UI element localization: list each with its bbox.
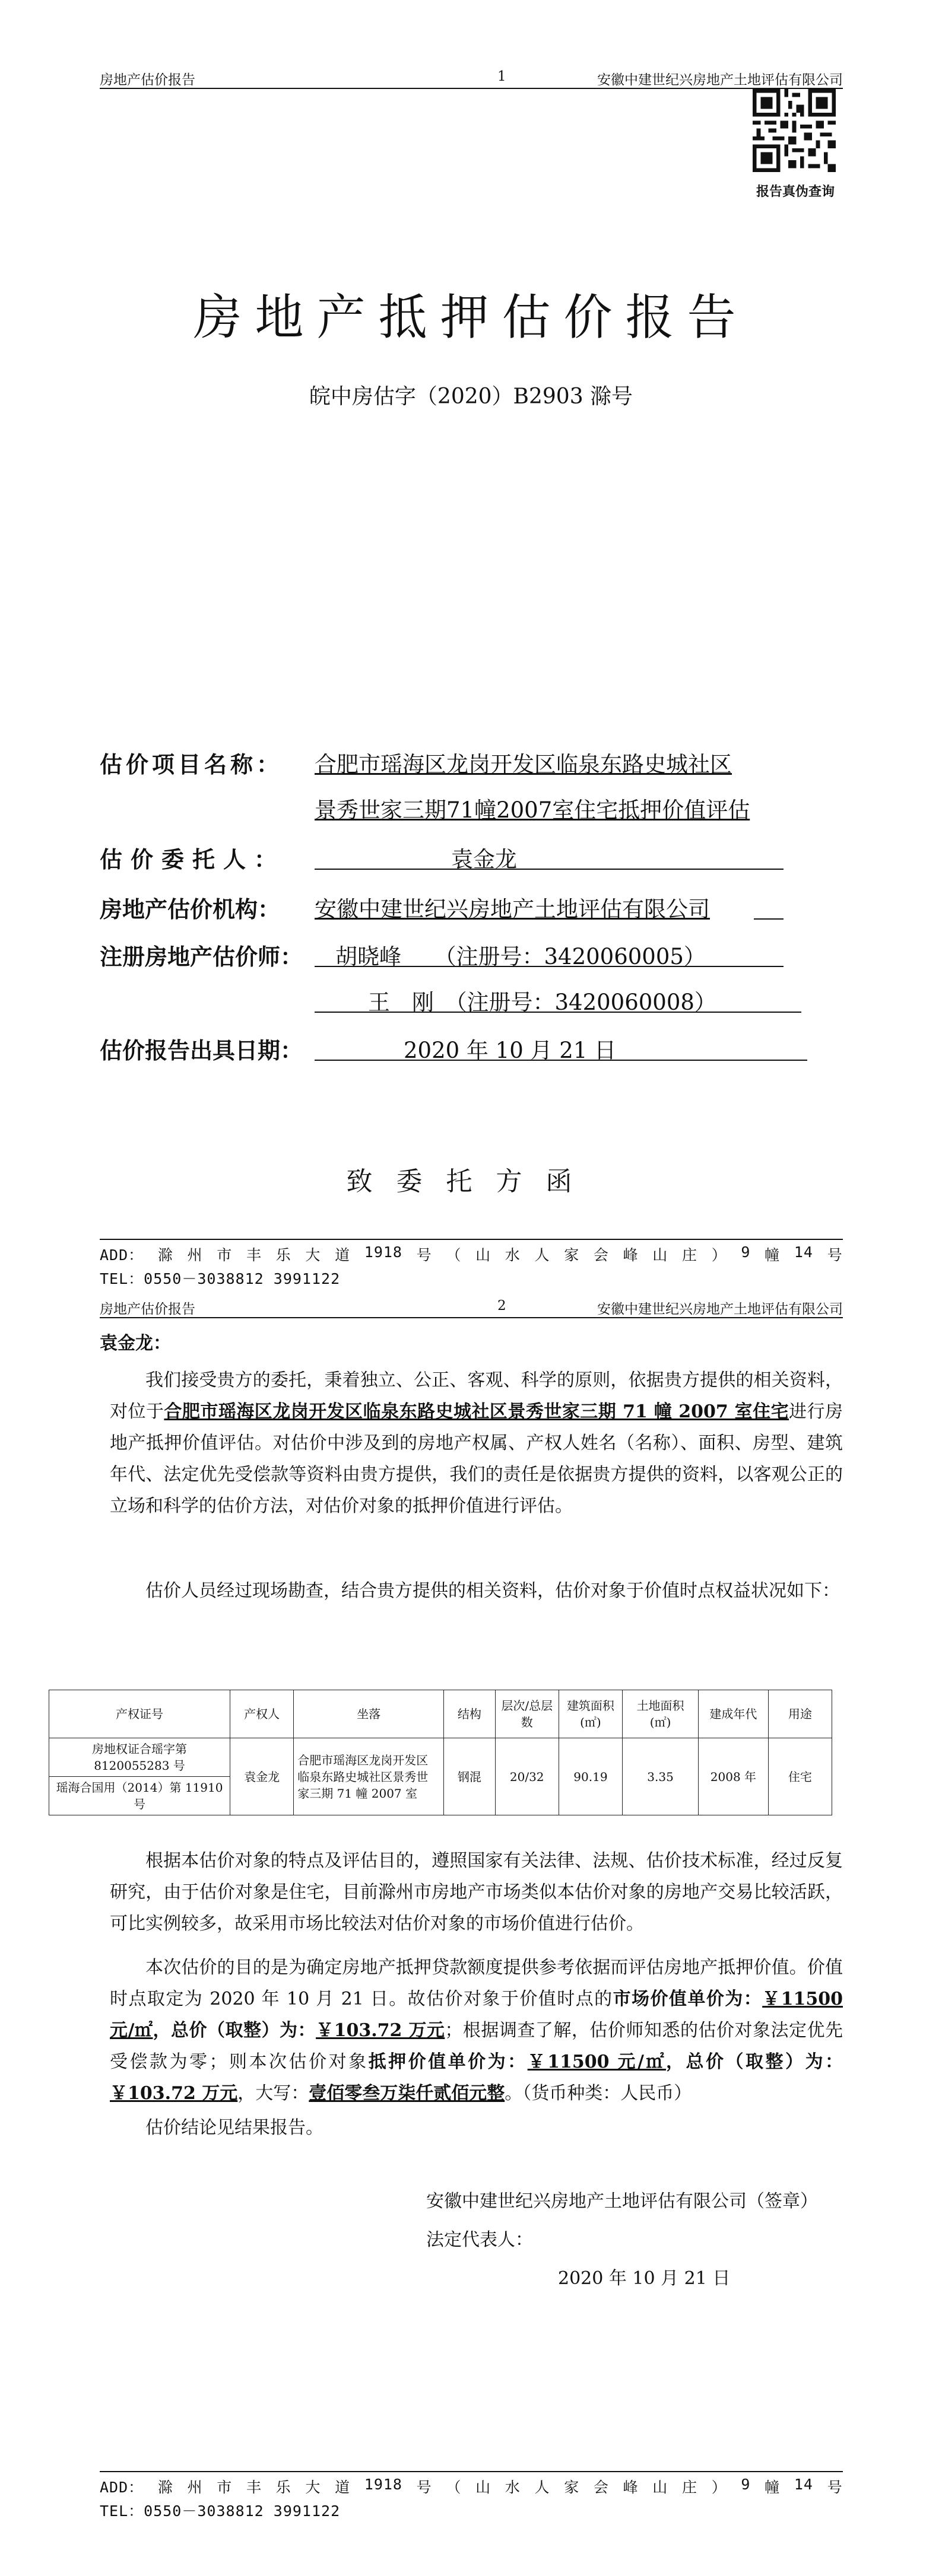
- p1-property-address: 合肥市瑶海区龙岗开发区临泉东路史城社区景秀世家三期 71 幢 2007 室住宅: [164, 1401, 789, 1422]
- cell-location: 合肥市瑶海区龙岗开发区临泉东路史城社区景秀世家三期 71 幢 2007 室: [294, 1738, 444, 1815]
- agency-name: 安徽中建世纪兴房地产土地评估有限公司: [315, 896, 710, 922]
- project-name-label: 估价项目名称：: [100, 751, 283, 778]
- report-title: 房地产抵押估价报告: [193, 290, 749, 346]
- cell-cert2: 瑶海合国用（2014）第 11910 号: [49, 1777, 230, 1815]
- addr-part: 市: [217, 1246, 233, 1264]
- report-date-label: 估价报告出具日期：: [100, 1037, 303, 1064]
- letter-paragraph-1: [110, 1365, 843, 1522]
- addr-part: 山: [475, 1246, 491, 1264]
- header-left: 房地产估价报告: [100, 1302, 195, 1317]
- letter-paragraph-2: 估价人员经过现场勘查，结合贵方提供的相关资料，估价对象于价值时点权益状况如下：: [145, 1580, 840, 1601]
- addr-part: 大: [305, 2479, 321, 2496]
- addr-part: 9: [741, 2476, 751, 2493]
- addr-part: 号: [416, 1246, 432, 1264]
- sign-date: 2020 年 10 月 21 日: [558, 2268, 731, 2289]
- header-right: 安徽中建世纪兴房地产土地评估有限公司: [597, 72, 843, 88]
- p4-text: ，大写：: [237, 2083, 309, 2104]
- cell-land-area: 3.35: [623, 1738, 699, 1815]
- p4-mortgage-total-label: ，总价（取整）为：: [665, 2052, 843, 2072]
- project-name-line2: 景秀世家三期71幢2007室住宅抵押价值评估: [315, 797, 750, 823]
- header-left: 房地产估价报告: [100, 72, 195, 88]
- addr-part: 庄: [682, 1246, 698, 1264]
- footer-tel: TEL：0550－3038812 3991122: [100, 1270, 341, 1287]
- letter-paragraph-3: 根据本估价对象的特点及评估目的，遵照国家有关法律、法规、估价技术标准，经过反复研究，由于估价对象是住宅，目前滁州市房地产市场类似本估价对象的房地产交易比较活跃，可比实例较多，故采用市场比较法对估价对象的市场价值进行估价。: [110, 1850, 843, 1934]
- addr-part: 9: [741, 1244, 751, 1261]
- addr-part: 道: [335, 1246, 351, 1264]
- header-rule: [100, 1317, 843, 1318]
- cell-owner: 袁金龙: [230, 1738, 294, 1815]
- p4-market-unit-label: 市场价值单价为：: [613, 1989, 763, 2009]
- addr-part: 大: [305, 1246, 321, 1264]
- addr-part: 号: [827, 2479, 843, 2496]
- client-name: 袁金龙: [451, 847, 517, 872]
- sign-company: 安徽中建世纪兴房地产土地评估有限公司（签章）: [426, 2191, 818, 2212]
- footer-address: [100, 2476, 843, 2497]
- p4-market-total-label: ，总价（取整）为：: [153, 2020, 316, 2041]
- addr-part: 乐: [275, 1246, 291, 1264]
- p4-mortgage-unit-label: 抵押价值单价为：: [368, 2052, 528, 2072]
- footer-tel: TEL：0550－3038812 3991122: [100, 2502, 341, 2520]
- agency-label: 房地产估价机构：: [100, 896, 281, 923]
- cell-building-area: 90.19: [559, 1738, 622, 1815]
- addr-part: 人: [534, 2479, 550, 2496]
- header-right: 安徽中建世纪兴房地产土地评估有限公司: [597, 1302, 843, 1317]
- addr-part: （: [446, 1246, 462, 1264]
- addr-part: 丰: [246, 2479, 262, 2496]
- addr-part: 1918: [364, 2476, 402, 2493]
- rights-table: [49, 1690, 832, 1815]
- addr-part: 14: [794, 2476, 813, 2493]
- addr-part: ）: [711, 2479, 727, 2496]
- addr-part: 幢: [765, 2479, 781, 2496]
- letter-section-title: 致委托方函: [346, 1166, 596, 1197]
- addr-part: 峰: [623, 2479, 639, 2496]
- p4-text: 本次估价的目的是为确定房地产抵押贷款额度提供参考依据而评估房地产抵押价值。价值时点取定为 2020 年 10 月 21 日。故估价对象于价值时点的: [110, 1957, 843, 2009]
- th-owner: 产权人: [230, 1690, 294, 1738]
- addr-part: 家: [564, 2479, 580, 2496]
- th-structure: 结构: [444, 1690, 495, 1738]
- addr-part: 家: [564, 1246, 580, 1264]
- page1-footer: [100, 1239, 843, 1289]
- addr-part: 州: [187, 1246, 203, 1264]
- p4-amount-in-words: 壹佰零叁万柒仟贰佰元整: [309, 2083, 505, 2104]
- addr-part: 号: [827, 1246, 843, 1264]
- letter-salutation: 袁金龙：: [100, 1333, 171, 1354]
- appraiser-label: 注册房地产估价师：: [100, 943, 303, 970]
- addr-part: 滁: [157, 1246, 173, 1264]
- header-page-number: 1: [497, 69, 506, 84]
- header-rule: [100, 88, 843, 89]
- letter-paragraph-5: 估价结论见结果报告。: [145, 2117, 323, 2138]
- project-name-line1: 合肥市瑶海区龙岗开发区临泉东路史城社区: [315, 752, 732, 777]
- addr-part: 道: [335, 2479, 351, 2496]
- qr-code-icon[interactable]: [753, 89, 836, 172]
- p4-market-unit-price: ￥11500 元/㎡: [110, 1989, 843, 2041]
- addr-part: 号: [416, 2479, 432, 2496]
- footer-add-label: ADD：: [100, 2479, 144, 2496]
- table-header-row: [49, 1690, 832, 1738]
- p1-text-c: 进行房地产抵押价值评估。对估价中涉及到的房地产权属、产权人姓名（名称）、面积、房型、建筑年代、法定优先受偿款等资料由贵方提供，我们的责任是依据贵方提供的资料，以客观公正的立场和科学的估价方法，对估价对象的抵押价值进行评估。: [110, 1401, 843, 1516]
- qr-label: 报告真伪查询: [756, 184, 835, 199]
- th-year: 建成年代: [699, 1690, 769, 1738]
- appraiser1: 胡晓峰 （注册号：3420060005）: [335, 944, 706, 969]
- th-use: 用途: [768, 1690, 832, 1738]
- p4-text: ；根据调查了解，估价师知悉的估价对象法定优先受偿款为零；则本次估价对象: [110, 2020, 843, 2072]
- cell-year: 2008 年: [699, 1738, 769, 1815]
- addr-part: 山: [652, 2479, 668, 2496]
- appraiser2: 王 刚 （注册号：3420060008）: [368, 990, 716, 1015]
- p1-text-a: 我们接受贵方的委托，秉着独立、公正、客观、科学的原则，依据贵方提供的相关资料，对位于: [110, 1370, 843, 1422]
- addr-part: ）: [711, 1246, 727, 1264]
- letter-paragraph-4: [110, 1952, 843, 2109]
- report-reference-number: 皖中房估字（2020）B2903 滁号: [309, 384, 633, 409]
- addr-part: 1918: [364, 1244, 402, 1261]
- sign-legal-representative: 法定代表人：: [426, 2230, 533, 2250]
- addr-part: 会: [593, 2479, 609, 2496]
- page1-header: [100, 65, 843, 89]
- addr-part: 14: [794, 1244, 813, 1261]
- th-land-area: 土地面积(㎡): [623, 1690, 699, 1738]
- addr-part: 幢: [765, 1246, 781, 1264]
- addr-part: 山: [652, 1246, 668, 1264]
- addr-part: 峰: [623, 1246, 639, 1264]
- th-floors: 层次/总层数: [495, 1690, 559, 1738]
- addr-part: 山: [475, 2479, 491, 2496]
- table-row: [49, 1738, 832, 1777]
- footer-rule: [100, 1239, 843, 1240]
- th-cert: 产权证号: [49, 1690, 230, 1738]
- p4-mortgage-unit-price: ￥11500 元/㎡: [527, 2052, 666, 2072]
- client-label: 估价委托人：: [100, 846, 286, 873]
- addr-part: 人: [534, 1246, 550, 1264]
- addr-part: 水: [505, 2479, 521, 2496]
- addr-part: 乐: [275, 2479, 291, 2496]
- header-page-number: 2: [497, 1298, 506, 1314]
- footer-address: [100, 1244, 843, 1265]
- page2-header: [100, 1295, 843, 1318]
- page2-footer: [100, 2471, 843, 2521]
- addr-part: 水: [505, 1246, 521, 1264]
- agency-underline-tail: [754, 918, 784, 920]
- client-underline: [315, 869, 784, 870]
- addr-part: 滁: [157, 2479, 173, 2496]
- th-building-area: 建筑面积(㎡): [559, 1690, 622, 1738]
- addr-part: 市: [217, 2479, 233, 2496]
- addr-part: 庄: [682, 2479, 698, 2496]
- addr-part: 州: [187, 2479, 203, 2496]
- p4-text: 。（货币种类：人民币）: [505, 2083, 692, 2104]
- addr-part: 丰: [246, 1246, 262, 1264]
- addr-part: （: [446, 2479, 462, 2496]
- th-location: 坐落: [294, 1690, 444, 1738]
- p4-market-total: ￥103.72 万元: [316, 2020, 445, 2041]
- cell-floors: 20/32: [495, 1738, 559, 1815]
- cell-cert1: 房地权证合瑶字第 8120055283 号: [49, 1738, 230, 1777]
- addr-part: 会: [593, 1246, 609, 1264]
- p4-mortgage-total: ￥103.72 万元: [110, 2083, 238, 2104]
- footer-add-label: ADD：: [100, 1246, 144, 1264]
- cell-structure: 钢混: [444, 1738, 495, 1815]
- report-date: 2020 年 10 月 21 日: [404, 1038, 617, 1063]
- footer-rule: [100, 2471, 843, 2472]
- cell-use: 住宅: [768, 1738, 832, 1815]
